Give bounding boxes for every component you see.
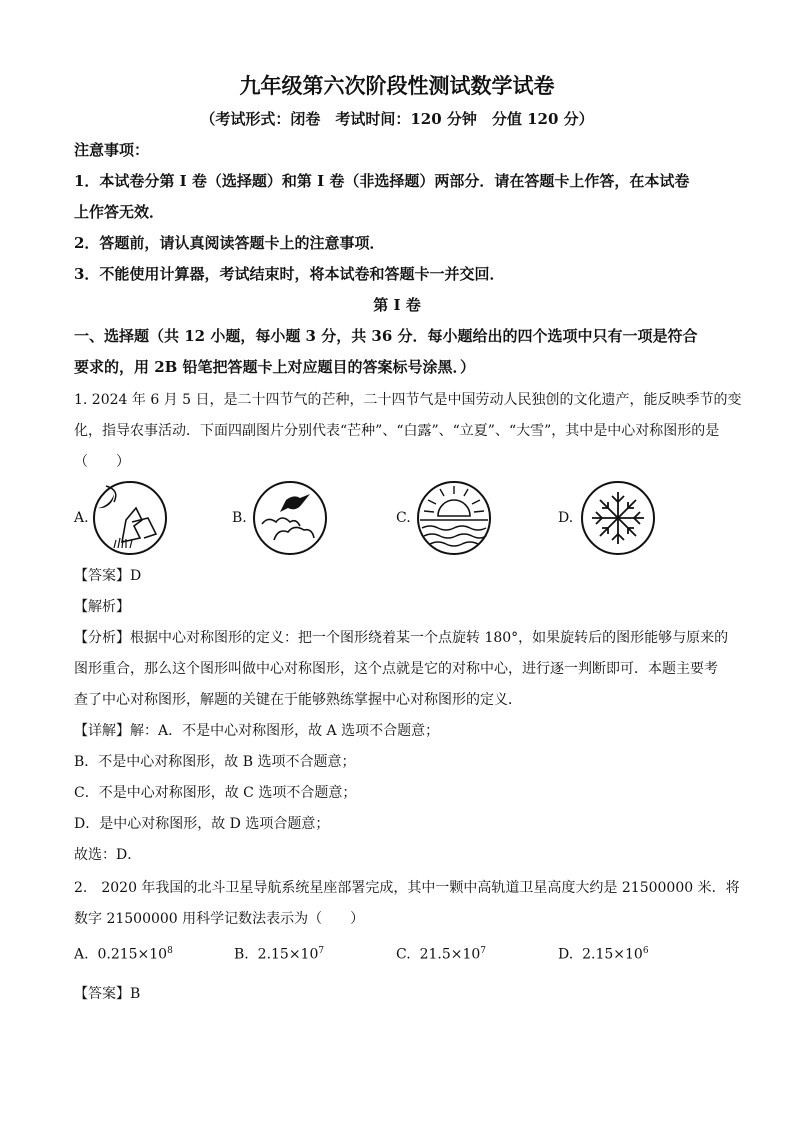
q2-option-c-exp: 7 [480, 946, 487, 956]
q2-option-c-mantissa: 21.5×10 [419, 946, 481, 963]
q2-option-a-label: A. [74, 946, 89, 963]
q2-option-a-mantissa: 0.215×10 [97, 946, 168, 963]
bailu-icon [252, 480, 328, 556]
q1-analysis-line-2: 图形重合，那么这个图形叫做中心对称图形，这个点就是它的对称中心，进行逐一判断即可．本题主要考 [74, 661, 718, 677]
q1-analysis-line-1: 【分析】根据中心对称图形的定义：把一个图形绕着某一个点旋转 180°，如果旋转后的图形能够与原来的 [74, 630, 729, 646]
q1-conclusion: 故选：D． [74, 847, 142, 863]
q2-option-b [234, 946, 324, 963]
lixia-icon [416, 480, 492, 556]
notice-item-2: 2．答题前，请认真阅读答题卡上的注意事项． [74, 234, 385, 252]
q2-option-d [558, 946, 649, 963]
q1-option-d-label: D. [558, 510, 574, 526]
q1-detail-c: C．不是中心对称图形，故 C 选项不合题意； [74, 785, 357, 801]
q2-option-b-exp: 7 [318, 946, 325, 956]
q2-option-d-label: D. [558, 946, 574, 963]
notice-item-1: 1．本试卷分第 I 卷（选择题）和第 I 卷（非选择题）两部分．请在答题卡上作答，在本试卷 [74, 172, 690, 190]
q1-detail-b: B．不是中心对称图形，故 B 选项不合题意； [74, 754, 356, 770]
q2-option-d-mantissa: 2.15×10 [582, 946, 643, 963]
q2-option-a-exp: 8 [167, 946, 173, 956]
daxue-icon [580, 480, 656, 556]
q2-option-c-label: C. [396, 946, 411, 963]
q1-stem-cont: 化，指导农事活动．下面四副图片分别代表“芒种”、“白露”、“立夏”、“大雪”，其中是中心对称图形的是 [74, 423, 720, 439]
mangzhong-icon [92, 480, 168, 556]
q1-stem-paren: （ ） [74, 454, 130, 470]
page-title: 九年级第六次阶段性测试数学试卷 [239, 73, 555, 98]
q2-option-d-exp: 6 [642, 946, 649, 956]
q2-option-c [396, 946, 486, 963]
notice-item-1-cont: 上作答无效． [74, 203, 165, 221]
notice-item-3: 3．不能使用计算器，考试结束时，将本试卷和答题卡一并交回． [74, 265, 505, 283]
q1-analysis-heading: 【解析】 [74, 599, 130, 615]
q1-stem: 1. 2024 年 6 月 5 日，是二十四节气的芒种，二十四节气是中国劳动人民独创的文化遗产，能反映季节的变 [74, 392, 742, 408]
q1-analysis-line-3: 查了中心对称图形，解题的关键在于能够熟练掌握中心对称图形的定义． [74, 692, 522, 708]
notice-heading: 注意事项： [74, 141, 150, 159]
q1-option-b-label: B. [232, 510, 247, 526]
q2-answer: 【答案】B [74, 986, 141, 1002]
q1-detail-d: D．是中心对称图形，故 D 选项合题意； [74, 816, 330, 832]
section-intro: 一、选择题（共 12 小题，每小题 3 分，共 36 分．每小题给出的四个选项中只有一项是符合 [74, 327, 698, 345]
q2-option-b-label: B. [234, 946, 249, 963]
q1-option-c-label: C. [396, 510, 411, 526]
q2-stem-cont: 数字 21500000 用科学记数法表示为（ ） [74, 911, 365, 927]
exam-subtitle: （考试形式：闭卷 考试时间：120 分钟 分值 120 分） [200, 110, 594, 128]
section-intro-cont: 要求的，用 2B 铅笔把答题卡上对应题目的答案标号涂黑．） [74, 358, 476, 376]
q1-detail-a: 【详解】解：A．不是中心对称图形，故 A 选项不合题意； [74, 723, 440, 739]
q1-answer: 【答案】D [74, 568, 142, 584]
q1-option-a-label: A. [74, 510, 89, 526]
section-label: 第 I 卷 [373, 296, 421, 314]
q2-stem: 2. 2020 年我国的北斗卫星导航系统星座部署完成，其中一颗中高轨道卫星高度大约是 21500000 米．将 [74, 880, 740, 896]
q2-option-a [74, 946, 173, 963]
q2-option-b-mantissa: 2.15×10 [257, 946, 319, 963]
